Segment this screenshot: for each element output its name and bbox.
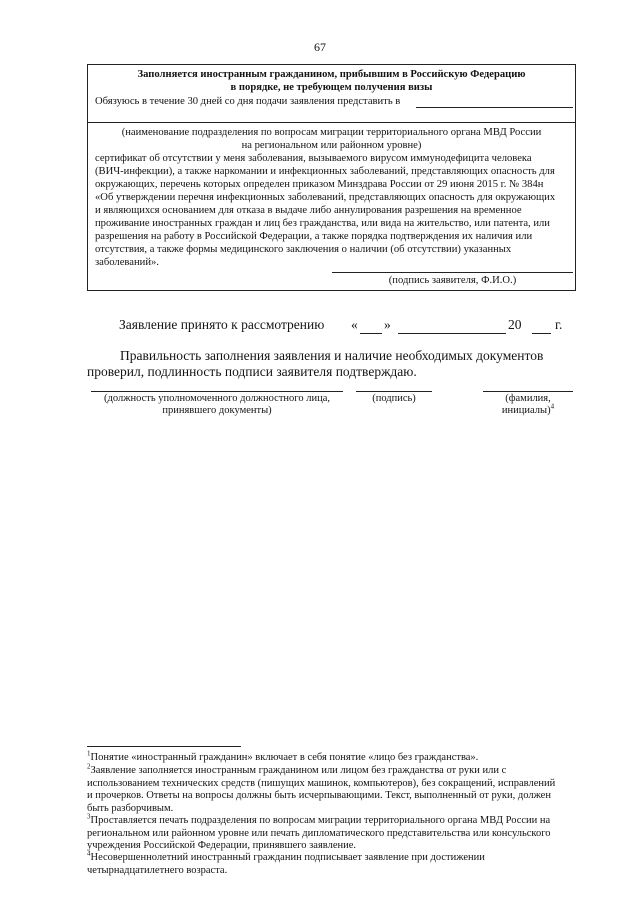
footnote-2 bbox=[87, 762, 574, 815]
page-number: 67 bbox=[314, 40, 326, 54]
org-caption-line1: (наименование подразделения по вопросам миграции территориального органа МВД России bbox=[121, 127, 542, 138]
signature-caption: (подпись) bbox=[372, 393, 416, 404]
certificate-line: «Об утверждении перечня инфекционных заболеваний, представляющих опасность для окружающих bbox=[95, 192, 556, 203]
year-prefix: 20 bbox=[508, 317, 522, 332]
footnote-line: использованием технических средств (пишущих машинок, компьютеров), без сокращений, исправлений bbox=[87, 777, 556, 789]
certificate-line: сертификат об отсутствии у меня заболевания, вызываемого вирусом иммунодефицита человека bbox=[95, 153, 532, 164]
certificate-line: разрешения на работу в Российской Федерации, а также порядка подтверждения их наличия или bbox=[95, 231, 533, 242]
footnote-line: и прочерков. Ответы на вопросы должны быть исчерпывающими. Текст, выполненный от руки, должен bbox=[87, 790, 551, 801]
official-signature-field[interactable] bbox=[356, 391, 432, 392]
name-caption-text: инициалы) bbox=[501, 405, 551, 416]
applicant-signature-field[interactable] bbox=[332, 272, 573, 273]
acceptance-label: Заявление принято к рассмотрению bbox=[119, 317, 325, 332]
footnote-ref: 4 bbox=[550, 402, 555, 411]
certificate-line: отсутствия, а также формы медицинского заключения о наличии (об отсутствии) указанных bbox=[95, 244, 512, 255]
acceptance-year-field[interactable] bbox=[532, 333, 551, 334]
acceptance-month-field[interactable] bbox=[398, 333, 506, 334]
footnote-line: Несовершеннолетний иностранный гражданин подписывает заявление при достижении bbox=[90, 852, 485, 863]
footnote-1 bbox=[87, 749, 574, 765]
box-header-line2: в порядке, не требующем получения визы bbox=[230, 82, 433, 93]
box-header-line1: Заполняется иностранным гражданином, прибывшим в Российскую Федерацию bbox=[137, 69, 526, 80]
certificate-line: (ВИЧ-инфекции), а также наркомании и инфекционных заболеваний, представляющих опасность для bbox=[95, 166, 555, 177]
certificate-line: заболеваний». bbox=[95, 257, 159, 268]
box-divider bbox=[88, 122, 575, 123]
footnote-4 bbox=[87, 849, 574, 877]
name-caption-line2 bbox=[483, 402, 573, 417]
footnote-line: Понятие «иностранный гражданин» включает в себя понятие «лицо без гражданства». bbox=[90, 752, 479, 763]
footnote-line: Проставляется печать подразделения по вопросам миграции территориального органа МВД России на bbox=[90, 815, 551, 826]
official-name-field[interactable] bbox=[483, 391, 573, 392]
year-suffix: г. bbox=[555, 317, 563, 332]
footnote-line: четырнадцатилетнего возраста. bbox=[87, 864, 228, 876]
name-caption-line1: (фамилия, bbox=[505, 393, 551, 404]
certificate-text bbox=[95, 152, 569, 269]
footnote-mark: 1 bbox=[87, 749, 91, 758]
quote-close: » bbox=[384, 317, 391, 332]
footnote-line: региональном или районном уровне или печать дипломатического представительства или консульского bbox=[87, 827, 551, 839]
footnote-line: Заявление заполняется иностранным гражданином или лицом без гражданства от руки или с bbox=[90, 765, 507, 776]
footnote-mark: 4 bbox=[87, 849, 91, 858]
official-position-caption bbox=[87, 393, 347, 417]
verification-line1: Правильность заполнения заявления и наличие необходимых документов bbox=[120, 348, 544, 363]
certificate-line: и являющихся основанием для отказа в выдаче либо аннулирования разрешения на временное bbox=[95, 205, 522, 216]
footnote-separator bbox=[87, 746, 241, 747]
verification-line2: проверил, подлинность подписи заявителя подтверждаю. bbox=[87, 364, 417, 379]
migration-unit-field[interactable] bbox=[416, 107, 573, 108]
applicant-signature-caption: (подпись заявителя, Ф.И.О.) bbox=[388, 275, 517, 286]
official-caption-line2: принявшего документы) bbox=[162, 405, 272, 416]
commit-text: Обязуюсь в течение 30 дней со дня подачи заявления представить в bbox=[95, 96, 401, 107]
org-caption-line2: на региональном или районном уровне) bbox=[241, 140, 422, 151]
certificate-line: окружающих, перечень которых определен приказом Минздрава России от 29 июня 2015 г. № 384н bbox=[95, 179, 544, 190]
name-caption bbox=[483, 393, 573, 417]
certificate-line: проживание иностранных граждан и лиц без гражданства, или вида на жительство, или патента, или bbox=[95, 218, 550, 229]
footnote-3 bbox=[87, 812, 574, 853]
quote-open: « bbox=[351, 317, 358, 332]
official-position-field[interactable] bbox=[91, 391, 343, 392]
official-caption-line1: (должность уполномоченного должностного лица, bbox=[104, 393, 330, 404]
footnote-mark: 3 bbox=[87, 812, 91, 821]
acceptance-day-field[interactable] bbox=[360, 333, 382, 334]
footnote-mark: 2 bbox=[87, 762, 91, 771]
footnote-line: быть разборчивым. bbox=[87, 802, 174, 814]
footnote-line: учреждения Российской Федерации, принявшего заявление. bbox=[87, 840, 357, 851]
